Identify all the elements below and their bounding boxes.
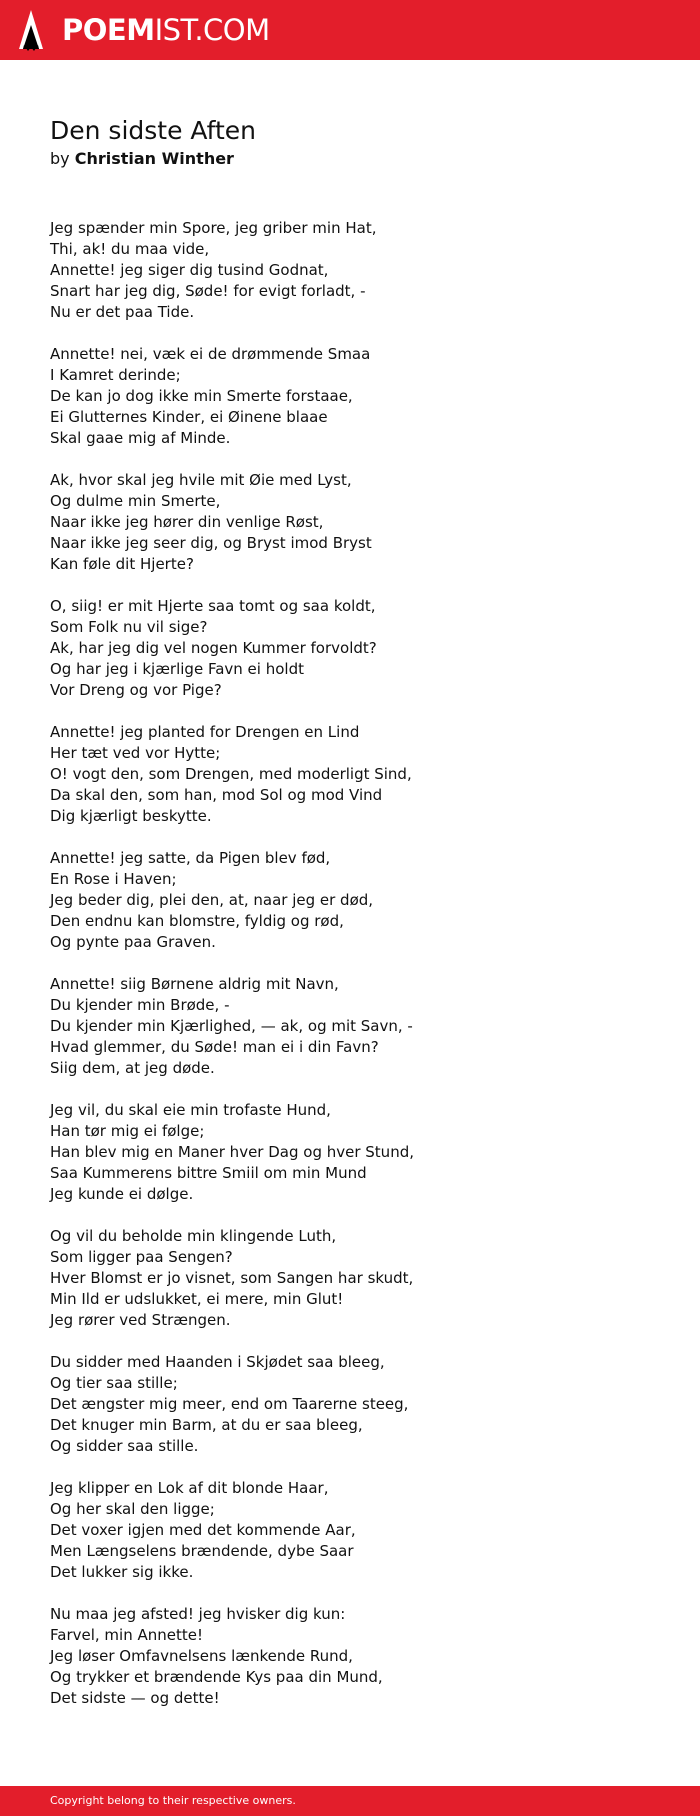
poem-line: Naar ikke jeg seer dig, og Bryst imod Bryst (50, 534, 372, 552)
poem-line: Farvel, min Annette! (50, 1626, 203, 1644)
poem-line: Ak, hvor skal jeg hvile mit Øie med Lyst, (50, 471, 352, 489)
poem-line: Og trykker et brændende Kys paa din Mund, (50, 1668, 383, 1686)
poem-line: Og dulme min Smerte, (50, 492, 221, 510)
site-header (0, 0, 700, 60)
poem-line: Den endnu kan blomstre, fyldig og rød, (50, 912, 344, 930)
poem-line: Jeg rører ved Strængen. (50, 1311, 231, 1329)
poem-line: En Rose i Haven; (50, 870, 177, 888)
logo-bold-text: POEM (62, 13, 155, 47)
poem-line: Dig kjærligt beskytte. (50, 807, 212, 825)
poem-stanza (50, 1100, 670, 1205)
poem-line: Han blev mig en Maner hver Dag og hver Stund, (50, 1143, 414, 1161)
poem-line: Kan føle dit Hjerte? (50, 555, 194, 573)
poem-line: Vor Dreng og vor Pige? (50, 681, 222, 699)
poem-line: Jeg kunde ei dølge. (50, 1185, 194, 1203)
poem-stanza (50, 1226, 670, 1331)
poem-line: Og tier saa stille; (50, 1374, 178, 1392)
poem-stanza (50, 344, 670, 449)
poem-line: Nu er det paa Tide. (50, 303, 195, 321)
logo-light-text: IST.COM (154, 13, 270, 47)
poem-line: Jeg løser Omfavnelsens lænkende Rund, (50, 1647, 353, 1665)
poem-line: Og sidder saa stille. (50, 1437, 199, 1455)
poem-body (50, 218, 670, 1730)
poem-line: Annette! nei, væk ei de drømmende Smaa (50, 345, 371, 363)
poem-line: Du sidder med Haanden i Skjødet saa bleeg, (50, 1353, 385, 1371)
site-logo[interactable] (62, 10, 270, 50)
site-footer (0, 1786, 700, 1816)
poem-line: Annette! jeg satte, da Pigen blev fød, (50, 849, 331, 867)
poem-line: Hver Blomst er jo visnet, som Sangen har skudt, (50, 1269, 414, 1287)
poem-line: Thi, ak! du maa vide, (50, 240, 210, 258)
poem-line: Det knuger min Barm, at du er saa bleeg, (50, 1416, 363, 1434)
poem-line: Her tæt ved vor Hytte; (50, 744, 221, 762)
poem-stanza (50, 722, 670, 827)
footer-copyright: Copyright belong to their respective owners. (50, 1794, 296, 1807)
poem-line: Annette! jeg planted for Drengen en Lind (50, 723, 360, 741)
poem-line: Nu maa jeg afsted! jeg hvisker dig kun: (50, 1605, 346, 1623)
poem-line: Han tør mig ei følge; (50, 1122, 205, 1140)
poem-line: Og her skal den ligge; (50, 1500, 215, 1518)
poem-line: Og har jeg i kjærlige Favn ei holdt (50, 660, 304, 678)
poem-line: Ei Glutternes Kinder, ei Øinene blaae (50, 408, 328, 426)
author-name[interactable]: Christian Winther (74, 149, 234, 168)
poem-stanza (50, 1478, 670, 1583)
poem-line: Siig dem, at jeg døde. (50, 1059, 215, 1077)
by-label: by (50, 149, 70, 168)
poem-line: Men Længselens brændende, dybe Saar (50, 1542, 354, 1560)
poem-line: De kan jo dog ikke min Smerte forstaae, (50, 387, 353, 405)
poem-line: Og vil du beholde min klingende Luth, (50, 1227, 337, 1245)
poem-line: Det lukker sig ikke. (50, 1563, 194, 1581)
poem-line: Som Folk nu vil sige? (50, 618, 208, 636)
poem-title: Den sidste Aften (50, 116, 257, 145)
poem-line: Jeg vil, du skal eie min trofaste Hund, (50, 1101, 331, 1119)
poem-line: I Kamret derinde; (50, 366, 181, 384)
poem-line: Hvad glemmer, du Søde! man ei i din Favn? (50, 1038, 379, 1056)
poem-line: Naar ikke jeg hører din venlige Røst, (50, 513, 324, 531)
poem-line: Jeg spænder min Spore, jeg griber min Hat, (50, 219, 377, 237)
poem-stanza (50, 218, 670, 323)
poem-stanza (50, 470, 670, 575)
poem-line: Min Ild er udslukket, ei mere, min Glut! (50, 1290, 344, 1308)
poem-line: O! vogt den, som Drengen, med moderligt Sind, (50, 765, 412, 783)
poem-line: Ak, har jeg dig vel nogen Kummer forvoldt? (50, 639, 377, 657)
poem-line: Annette! siig Børnene aldrig mit Navn, (50, 975, 339, 993)
poem-stanza (50, 1352, 670, 1457)
poem-line: Som ligger paa Sengen? (50, 1248, 233, 1266)
poem-line: O, siig! er mit Hjerte saa tomt og saa koldt, (50, 597, 376, 615)
poem-byline (50, 148, 234, 170)
poem-line: Snart har jeg dig, Søde! for evigt forladt, - (50, 282, 366, 300)
poem-line: Det voxer igjen med det kommende Aar, (50, 1521, 356, 1539)
poem-stanza (50, 974, 670, 1079)
poem-stanza (50, 596, 670, 701)
poem-line: Jeg klipper en Lok af dit blonde Haar, (50, 1479, 329, 1497)
poem-line: Du kjender min Brøde, - (50, 996, 230, 1014)
poem-line: Annette! jeg siger dig tusind Godnat, (50, 261, 329, 279)
poem-stanza (50, 1604, 670, 1709)
pen-nib-icon[interactable] (18, 9, 44, 53)
poem-line: Saa Kummerens bittre Smiil om min Mund (50, 1164, 367, 1182)
poem-line: Jeg beder dig, plei den, at, naar jeg er død, (50, 891, 374, 909)
poem-line: Skal gaae mig af Minde. (50, 429, 231, 447)
poem-line: Du kjender min Kjærlighed, — ak, og mit Savn, - (50, 1017, 413, 1035)
poem-line: Da skal den, som han, mod Sol og mod Vind (50, 786, 383, 804)
poem-stanza (50, 848, 670, 953)
poem-line: Og pynte paa Graven. (50, 933, 216, 951)
poem-line: Det sidste — og dette! (50, 1689, 220, 1707)
poem-line: Det ængster mig meer, end om Taarerne steeg, (50, 1395, 409, 1413)
